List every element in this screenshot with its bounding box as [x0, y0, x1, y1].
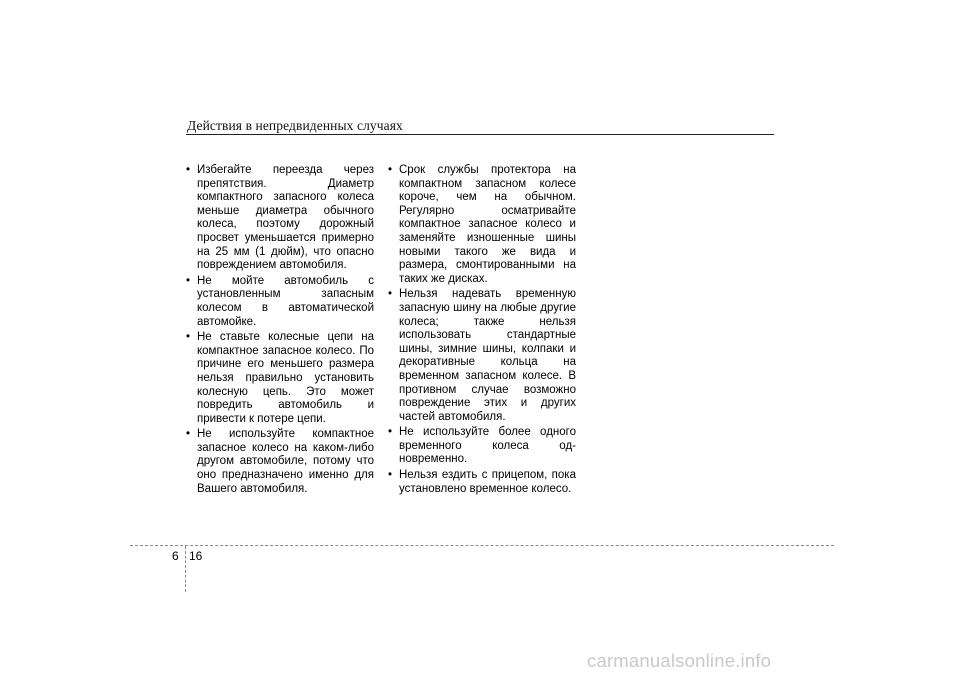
- footer-vertical-divider: [185, 546, 186, 592]
- right-bullet-list: [388, 164, 576, 496]
- footer-divider: [130, 545, 834, 546]
- page-number: 16: [189, 549, 203, 563]
- chapter-number: 6: [172, 549, 179, 563]
- left-bullet-list: [186, 164, 374, 496]
- list-item: • Не ставьте колесные цепи на компактное запасное колесо. По причине его меньшего размера нельзя правильно установить колесную цепь. Это может повредить автомобиль и привести к потере цепи.: [186, 331, 374, 426]
- left-column: [186, 164, 374, 498]
- section-title: Действия в непредвиденных случаях: [187, 118, 403, 133]
- list-item: • Не используйте компактное запасное колесо на каком-либо другом автомобиле, потому что оно предназначено именно для Вашего автомобиля.: [186, 428, 374, 496]
- list-item: • Не мойте автомобиль с установленным запасным колесом в автоматической автомойке.: [186, 275, 374, 329]
- watermark: carmanualsonline.info: [587, 650, 772, 671]
- right-column: [388, 164, 576, 498]
- list-item: • Срок службы протектора на компактном запасном колесе короче, чем на обычном. Регулярно осматривайте компактное запасное колесо и заменяйте изношенные шины новыми такого же вида и размера, смонтированными на таких же дисках.: [388, 164, 576, 286]
- list-item: • Нельзя надевать временную запасную шину на любые другие колеса; также нельзя использовать стандартные шины, зимние шины, колпаки и декоративные кольца на временном запасном колесе. В противном случае возможно повреждение этих и других частей автомобиля.: [388, 288, 576, 424]
- list-item: • Нельзя ездить с прицепом, пока установлено временное колесо.: [388, 469, 576, 496]
- header-divider: [186, 134, 774, 135]
- list-item: • Не используйте более одного временного колеса од-новременно.: [388, 426, 576, 467]
- list-item: • Избегайте переезда через препятствия. Диаметр компактного запасного колеса меньше диаметра обычного колеса, поэтому дорожный просвет уменьшается примерно на 25 мм (1 дюйм), что опасно повреждением автомобиля.: [186, 164, 374, 273]
